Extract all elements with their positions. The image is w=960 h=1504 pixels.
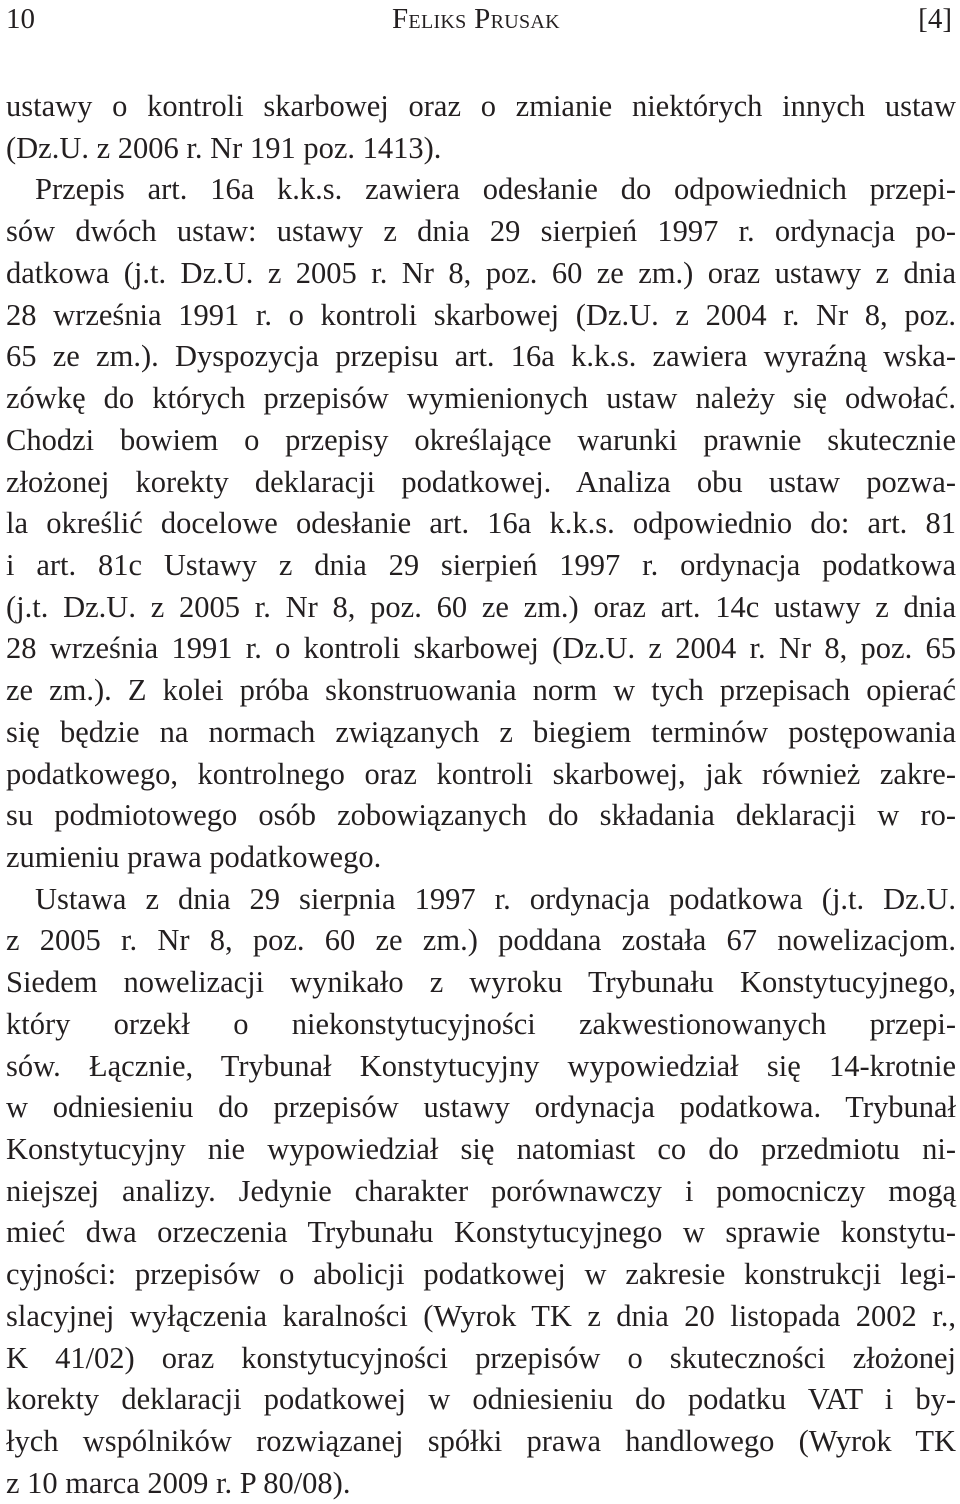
text-line: się będzie na normach związanych z biegiem terminów postępowania <box>6 714 956 749</box>
text-line: (j.t. Dz.U. z 2005 r. Nr 8, poz. 60 ze zm.) oraz art. 14c ustawy z dnia <box>6 589 956 624</box>
text-line: który orzekł o niekonstytucyjności zakwestionowanych przepi- <box>6 1006 956 1041</box>
text-line: zumieniu prawa podatkowego. <box>6 840 382 874</box>
text-line: zówkę do których przepisów wymienionych ustaw należy się odwołać. <box>6 381 956 415</box>
text-line: 28 września 1991 r. o kontroli skarbowej (Dz.U. z 2004 r. Nr 8, poz. 65 <box>6 631 956 666</box>
text-line: i art. 81c Ustawy z dnia 29 sierpień 1997 r. ordynacja podatkowa <box>6 547 956 582</box>
text-line: sów. Łącznie, Trybunał Konstytucyjny wypowiedział się 14-krotnie <box>6 1048 956 1083</box>
text-line: niejszej analizy. Jedynie charakter porównawczy i pomocniczy mogą <box>6 1173 956 1208</box>
text-line: la określić docelowe odesłanie art. 16a k.k.s. odpowiednio do: art. 81 <box>6 506 956 541</box>
text-line: w odniesieniu do przepisów ustawy ordynacja podatkowa. Trybunał <box>6 1090 956 1125</box>
text-line: slacyjnej wyłączenia karalności (Wyrok TK z dnia 20 listopada 2002 r., <box>6 1298 956 1333</box>
page-number: 10 <box>6 3 35 35</box>
text-line: z 10 marca 2009 r. P 80/08). <box>6 1465 351 1500</box>
text-line: 65 ze zm.). Dyspozycja przepisu art. 16a k.k.s. zawiera wyraźną wska- <box>6 339 956 374</box>
text-line: Siedem nowelizacji wynikało z wyroku Trybunału Konstytucyjnego, <box>6 965 956 1000</box>
text-line: 28 września 1991 r. o kontroli skarbowej (Dz.U. z 2004 r. Nr 8, poz. <box>6 297 956 332</box>
text-line: (Dz.U. z 2006 r. Nr 191 poz. 1413). <box>6 130 442 165</box>
text-line: sów dwóch ustaw: ustawy z dnia 29 sierpień 1997 r. ordynacja po- <box>6 214 956 249</box>
text-line: korekty deklaracji podatkowej w odniesieniu do podatku VAT i by- <box>6 1382 956 1417</box>
text-line: z 2005 r. Nr 8, poz. 60 ze zm.) poddana została 67 nowelizacjom. <box>6 923 956 958</box>
text-line: ze zm.). Z kolei próba skonstruowania norm w tych przepisach opierać <box>6 673 956 708</box>
text-line: su podmiotowego osób zobowiązanych do składania deklaracji w ro- <box>6 798 956 833</box>
text-line: mieć dwa orzeczenia Trybunału Konstytucyjnego w sprawie konstytu- <box>6 1215 956 1250</box>
text-line: Chodzi bowiem o przepisy określające warunki prawnie skutecznie <box>6 422 956 457</box>
text-line: Konstytucyjny nie wypowiedział się natomiast co do przedmiotu ni- <box>6 1132 956 1166</box>
author-name: Feliks Prusak <box>392 3 560 35</box>
text-line: K 41/02) oraz konstytucyjności przepisów o skuteczności złożonej <box>6 1340 956 1375</box>
text-line: Przepis art. 16a k.k.s. zawiera odesłanie do odpowiednich przepi- <box>35 172 956 207</box>
running-head <box>0 0 960 40</box>
text-line: datkowa (j.t. Dz.U. z 2005 r. Nr 8, poz. 60 ze zm.) oraz ustawy z dnia <box>6 255 956 290</box>
text-line: łych wspólników rozwiązanej spółki prawa handlowego (Wyrok TK <box>6 1424 956 1458</box>
text-line: podatkowego, kontrolnego oraz kontroli skarbowej, jak również zakre- <box>6 756 956 791</box>
text-line: Ustawa z dnia 29 sierpnia 1997 r. ordynacja podatkowa (j.t. Dz.U. <box>35 881 956 916</box>
text-line: cyjności: przepisów o abolicji podatkowej w zakresie konstrukcji legi- <box>6 1257 956 1292</box>
section-mark: [4] <box>918 3 952 35</box>
text-line: złożonej korekty deklaracji podatkowej. Analiza obu ustaw pozwa- <box>6 464 956 499</box>
text-line: ustawy o kontroli skarbowej oraz o zmianie niektórych innych ustaw <box>6 89 956 123</box>
